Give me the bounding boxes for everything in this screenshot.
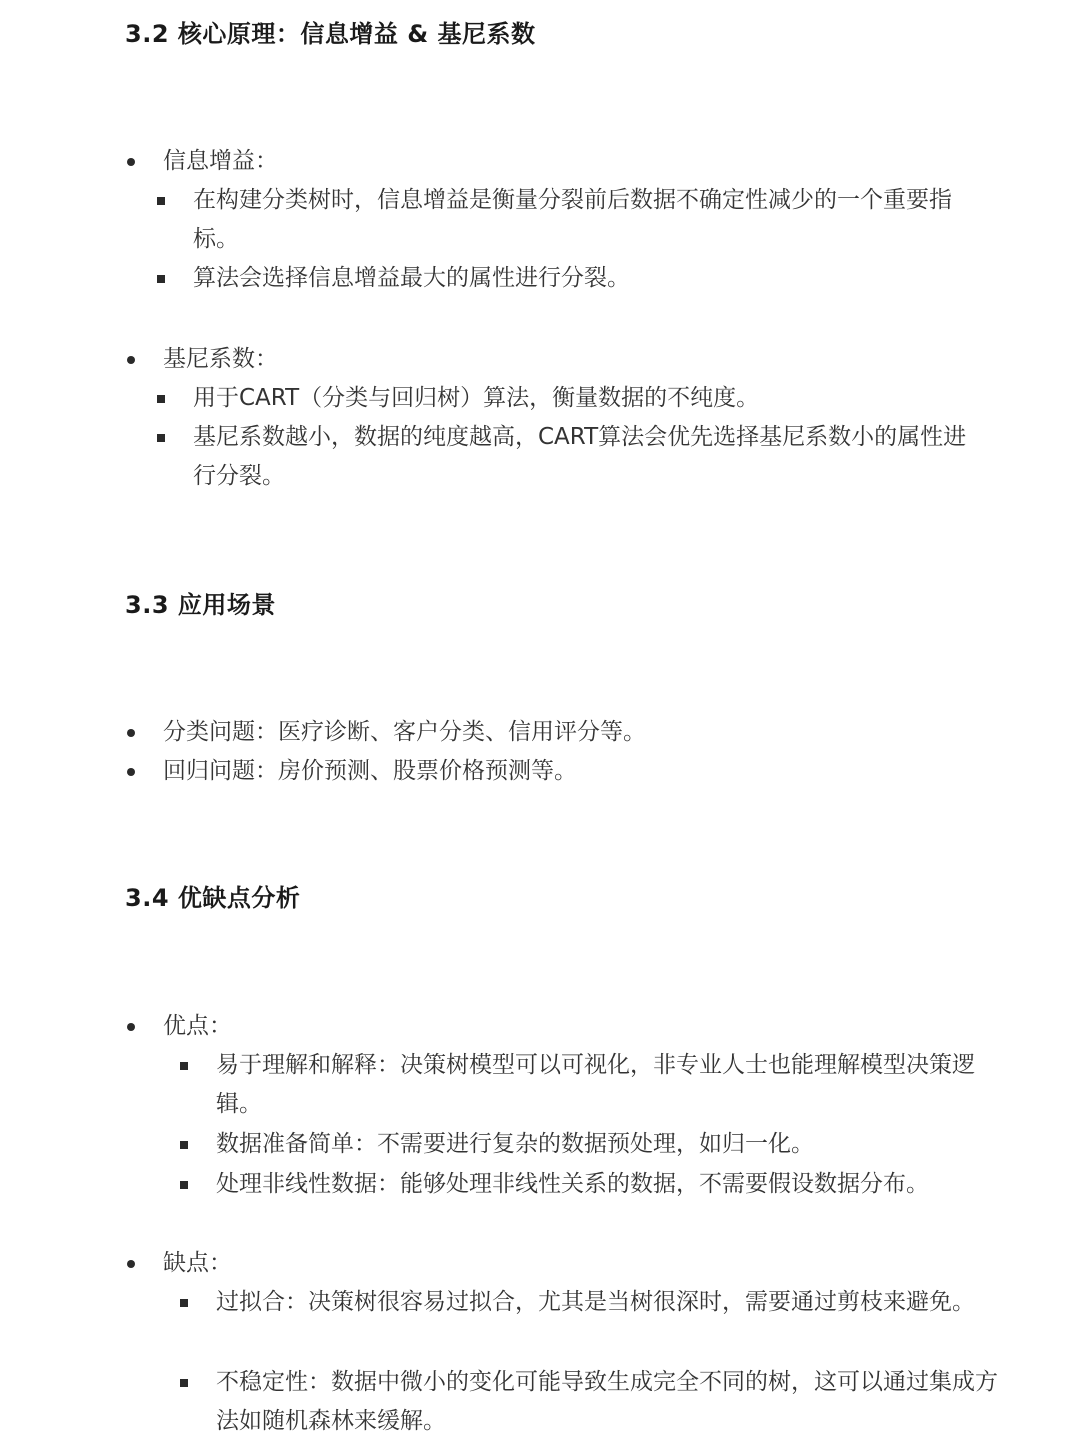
bullet-information-gain: 信息增益： <box>163 148 278 174</box>
bullet-classification: 分类问题：医疗诊断、客户分类、信用评分等。 <box>163 719 646 745</box>
bullet-regression: 回归问题：房价预测、股票价格预测等。 <box>163 758 577 784</box>
sub-bullet-gini-1: 用于CART（分类与回归树）算法，衡量数据的不纯度。 <box>193 379 983 418</box>
sub-bullet-cons-1: 过拟合：决策树很容易过拟合，尤其是当树很深时，需要通过剪枝来避免。 <box>216 1283 1006 1322</box>
section-title-3-4: 3.4 优缺点分析 <box>125 884 301 912</box>
bullet-gini: 基尼系数： <box>163 346 278 372</box>
bullet-cons: 缺点： <box>163 1250 232 1276</box>
sub-bullet-pros-3: 处理非线性数据：能够处理非线性关系的数据，不需要假设数据分布。 <box>216 1165 1006 1204</box>
sub-bullet-pros-1: 易于理解和解释：决策树模型可以可视化，非专业人士也能理解模型决策逻辑。 <box>216 1046 1006 1124</box>
sub-bullet-gini-2: 基尼系数越小，数据的纯度越高，CART算法会优先选择基尼系数小的属性进行分裂。 <box>193 418 983 496</box>
bullet-pros: 优点： <box>163 1013 232 1039</box>
sub-bullet-pros-2: 数据准备简单：不需要进行复杂的数据预处理，如归一化。 <box>216 1125 1006 1164</box>
section-title-3-3: 3.3 应用场景 <box>125 591 276 619</box>
sub-bullet-cons-2: 不稳定性：数据中微小的变化可能导致生成完全不同的树，这可以通过集成方法如随机森林来缓解。 <box>216 1363 1006 1441</box>
sub-bullet-gain-1: 在构建分类树时，信息增益是衡量分裂前后数据不确定性减少的一个重要指标。 <box>193 181 983 259</box>
sub-bullet-gain-2: 算法会选择信息增益最大的属性进行分裂。 <box>193 259 983 298</box>
section-title-3-2: 3.2 核心原理：信息增益 & 基尼系数 <box>125 20 536 48</box>
